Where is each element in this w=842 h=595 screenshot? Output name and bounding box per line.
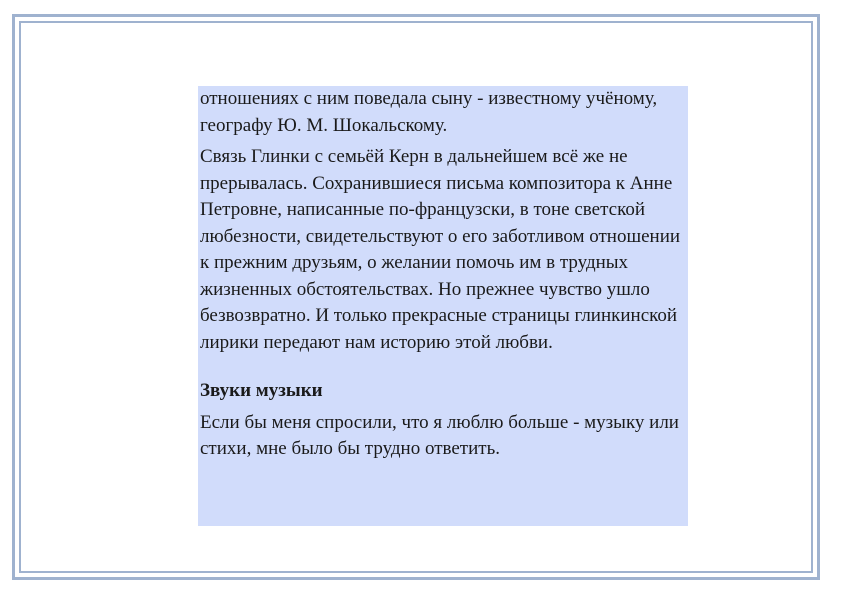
paragraph-3: Если бы меня спросили, что я люблю больше - музыку или стихи, мне было бы трудно ответить.: [200, 411, 679, 459]
paragraph-spacer: [200, 356, 686, 378]
section-heading: Звуки музыки: [200, 380, 323, 401]
highlighted-text-block: [198, 86, 688, 526]
paragraph-1: отношениях с ним поведала сыну - известному учёному, географу Ю. М. Шокальскому.: [200, 88, 658, 136]
paragraph-2: Связь Глинки с семьёй Керн в дальнейшем всё же не прерывалась. Сохранившиеся письма композитора к Анне Петровне, написанные по-французски, в тоне светской любезности, свидетельствуют о его заботливом отношении к прежним друзьям, о желании помочь им в трудных жизненных обстоятельствах. Но прежнее чувство ушло безвозвратно. И только прекрасные страницы глинкинской лирики передают нам историю этой любви.: [200, 146, 681, 353]
